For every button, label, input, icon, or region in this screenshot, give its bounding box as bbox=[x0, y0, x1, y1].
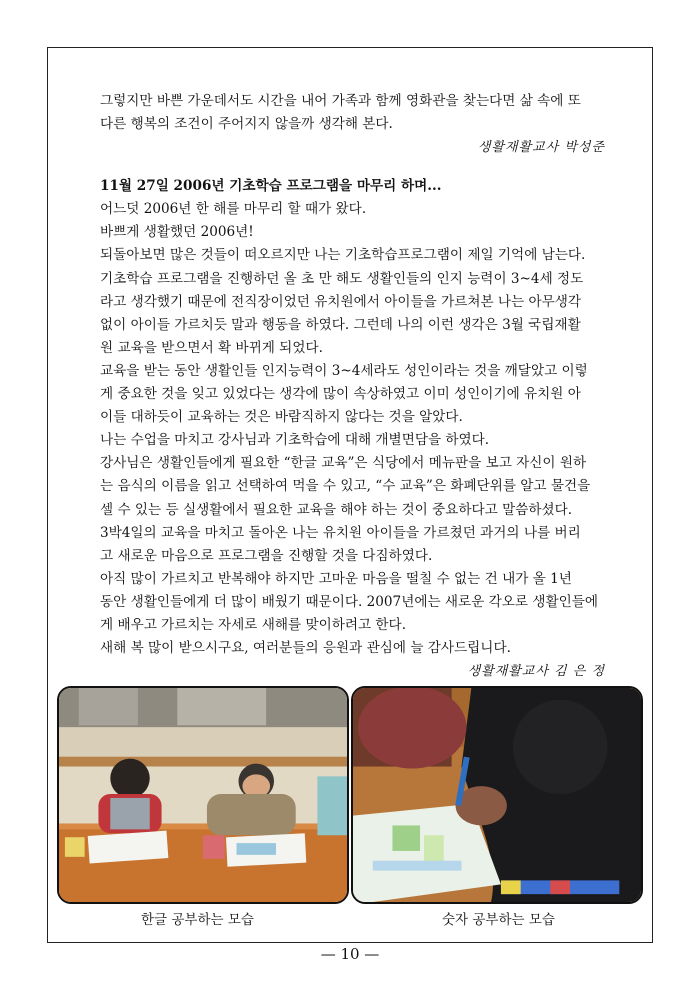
article-line: 이들 대하듯이 교육하는 것은 바람직하지 않다는 것을 알았다. bbox=[100, 409, 463, 426]
intro-line: 다른 행복의 조건이 주어지지 않을까 생각해 본다. bbox=[100, 116, 393, 133]
photo-caption-number: 숫자 공부하는 모습 bbox=[442, 912, 555, 928]
article-line: 나는 수업을 마치고 강사님과 기초학습에 대해 개별면담을 하였다. bbox=[100, 432, 490, 449]
article-line: 아직 많이 가르치고 반복해야 하지만 고마운 마음을 떨칠 수 없는 건 내가 올 1년 bbox=[100, 570, 572, 587]
article-line: 교육을 받는 동안 생활인들 인지능력이 3~4세라도 성인이라는 것을 깨달았고 이렇 bbox=[100, 362, 588, 379]
article-line: 게 중요한 것을 잊고 있었다는 생각에 많이 속상하였고 이미 성인이기에 유치원 아 bbox=[100, 386, 581, 403]
page-number: — 10 — bbox=[320, 945, 380, 963]
article-line: 고 새로운 마음으로 프로그램을 진행할 것을 다짐하였다. bbox=[100, 547, 433, 564]
article-line: 새해 복 많이 받으시구요, 여러분들의 응원과 관심에 늘 감사드립니다. bbox=[100, 640, 511, 657]
article-line: 되돌아보면 많은 것들이 떠오르지만 나는 기초학습프로그램이 제일 기억에 남는다. bbox=[100, 247, 586, 264]
article-line: 강사님은 생활인들에게 필요한 “한글 교육”은 식당에서 메뉴판을 보고 자신이 원하 bbox=[100, 455, 587, 472]
article-heading: 11월 27일 2006년 기초학습 프로그램을 마무리 하며... bbox=[100, 178, 442, 195]
intro-signature: 생활재활교사 박성준 bbox=[477, 140, 605, 156]
photo-number-study bbox=[351, 686, 643, 904]
photo-caption-hangul: 한글 공부하는 모습 bbox=[141, 912, 254, 928]
article-line: 게 배우고 가르치는 자세로 새해를 맞이하려고 한다. bbox=[100, 616, 407, 633]
article-line: 3박4일의 교육을 마치고 돌아온 나는 유치원 아이들을 가르쳤던 과거의 나를 버리 bbox=[100, 524, 581, 541]
page-content bbox=[100, 90, 605, 683]
photo-hangul-study bbox=[57, 686, 349, 904]
article-signature: 생활재활교사 김 은 정 bbox=[467, 664, 605, 680]
article-body bbox=[100, 198, 605, 660]
article-line: 원 교육을 받으면서 확 바뀌게 되었다. bbox=[100, 339, 323, 356]
article-line: 바쁘게 생활했던 2006년! bbox=[100, 224, 254, 241]
article-line: 기초학습 프로그램을 진행하던 올 초 만 해도 생활인들의 인지 능력이 3~4세 정도 bbox=[100, 270, 584, 287]
article-line: 셀 수 있는 등 실생활에서 필요한 교육을 해야 하는 것이 중요하다고 말씀하셨다. bbox=[100, 501, 573, 518]
article-line: 어느덧 2006년 한 해를 마무리 할 때가 왔다. bbox=[100, 201, 367, 218]
article-line: 는 음식의 이름을 읽고 선택하여 먹을 수 있고, “수 교육”은 화폐단위를 알고 물건을 bbox=[100, 478, 591, 495]
intro-line: 그렇지만 바쁜 가운데서도 시간을 내어 가족과 함께 영화관을 찾는다면 삶 속에 또 bbox=[100, 93, 581, 109]
article-line: 없이 아이들 가르치듯 말과 행동을 하였다. 그런데 나의 이런 생각은 3월 국립재활 bbox=[100, 316, 581, 333]
article-line: 라고 생각했기 때문에 전직장이었던 유치원에서 아이들을 가르쳐본 나는 아무생각 bbox=[100, 293, 582, 310]
article-line: 동안 생활인들에게 더 많이 배웠기 때문이다. 2007년에는 새로운 각오로 생활인들에 bbox=[100, 593, 599, 610]
